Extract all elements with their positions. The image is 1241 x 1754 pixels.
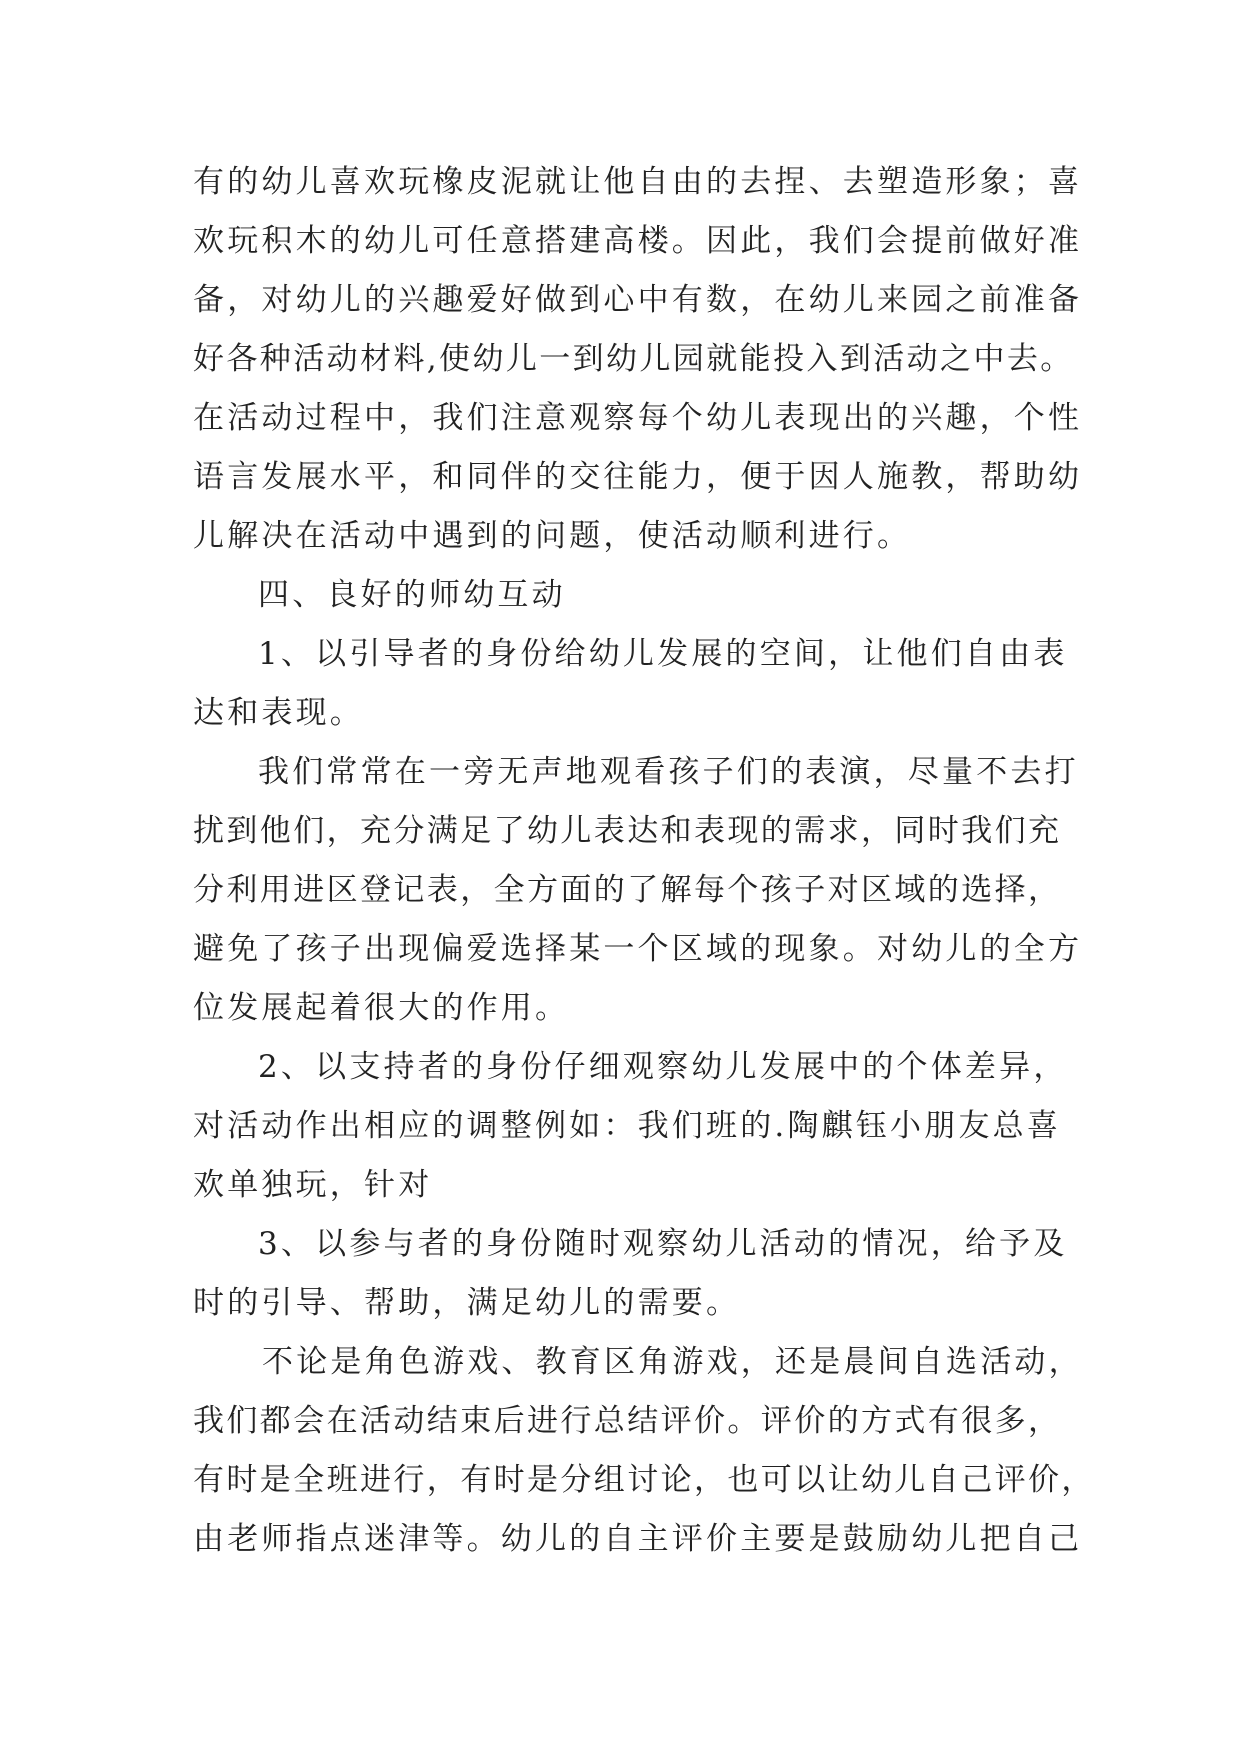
body-text-line: 有时是全班进行，有时是分组讨论，也可以让幼儿自己评价， xyxy=(193,1462,1095,1498)
list-item-heading: 3、以参与者的身份随时观察幼儿活动的情况，给予及 xyxy=(258,1226,1068,1262)
body-text-line: 由老师指点迷津等。幼儿的自主评价主要是鼓励幼儿把自己 xyxy=(193,1521,1083,1557)
body-text-line: 时的引导、帮助，满足幼儿的需要。 xyxy=(193,1285,741,1321)
list-item-heading: 1、以引导者的身份给幼儿发展的空间，让他们自由表 xyxy=(258,636,1068,672)
body-text-line: 在活动过程中，我们注意观察每个幼儿表现出的兴趣，个性 xyxy=(193,400,1083,436)
body-text-line: 欢玩积木的幼儿可任意搭建高楼。因此，我们会提前做好准 xyxy=(193,223,1083,259)
body-text-line: 避免了孩子出现偏爱选择某一个区域的现象。对幼儿的全方 xyxy=(193,931,1083,967)
body-text-line: 儿解决在活动中遇到的问题，使活动顺利进行。 xyxy=(193,518,912,554)
body-text-line: 我们都会在活动结束后进行总结评价。评价的方式有很多， xyxy=(193,1403,1062,1439)
body-text-line: 好各种活动材料,使幼儿一到幼儿园就能投入到活动之中去。 xyxy=(193,341,1074,377)
body-text-line: 欢单独玩，针对 xyxy=(193,1167,433,1203)
body-text-line: 分利用进区登记表，全方面的了解每个孩子对区域的选择， xyxy=(193,872,1062,908)
body-text-line: 扰到他们，充分满足了幼儿表达和表现的需求，同时我们充 xyxy=(193,813,1062,849)
body-text-line: 有的幼儿喜欢玩橡皮泥就让他自由的去捏、去塑造形象；喜 xyxy=(193,164,1083,200)
paragraph-first-line: 我们常常在一旁无声地观看孩子们的表演，尽量不去打 xyxy=(258,754,1079,790)
section-heading: 四、良好的师幼互动 xyxy=(258,577,566,613)
body-text-line: 对活动作出相应的调整例如：我们班的.陶麒钰小朋友总喜 xyxy=(193,1108,1062,1144)
body-text-line: 语言发展水平，和同伴的交往能力，便于因人施教，帮助幼 xyxy=(193,459,1083,495)
list-item-heading: 2、以支持者的身份仔细观察幼儿发展中的个体差异， xyxy=(258,1049,1068,1085)
body-text-line: 备，对幼儿的兴趣爱好做到心中有数，在幼儿来园之前准备 xyxy=(193,282,1083,318)
paragraph-first-line: 不论是角色游戏、教育区角游戏，还是晨间自选活动， xyxy=(262,1344,1083,1380)
body-text-line: 位发展起着很大的作用。 xyxy=(193,990,570,1026)
body-text-line: 达和表现。 xyxy=(193,695,364,731)
